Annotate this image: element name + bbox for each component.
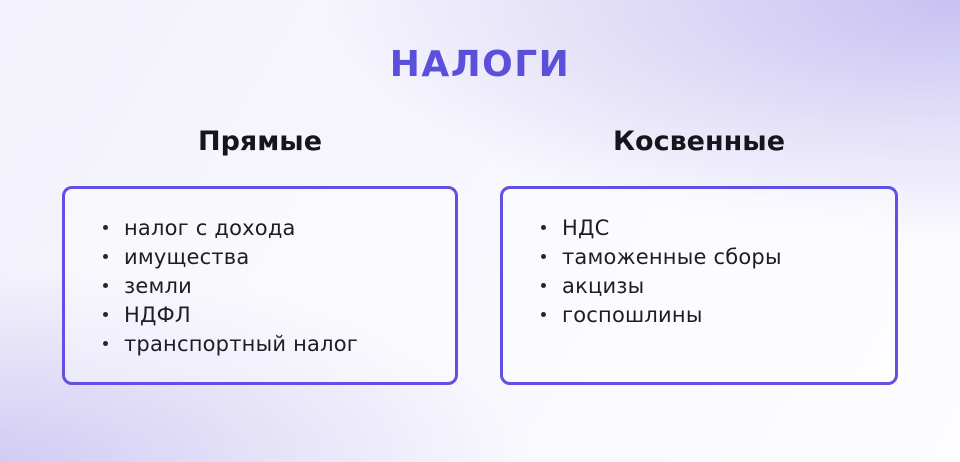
list-item — [541, 213, 879, 242]
list-item — [103, 213, 439, 242]
list-item — [541, 242, 879, 271]
list-item — [541, 300, 879, 329]
indirect-taxes-box — [500, 186, 898, 385]
list-item — [103, 242, 439, 271]
list-item-label: акцизы — [562, 273, 645, 298]
bullet-icon — [103, 225, 108, 230]
direct-taxes-heading: Прямые — [197, 126, 323, 157]
direct-taxes-list — [65, 189, 455, 358]
bullet-icon — [103, 341, 108, 346]
list-item-label: таможенные сборы — [562, 244, 782, 269]
bullet-icon — [103, 312, 108, 317]
list-item — [541, 271, 879, 300]
bullet-icon — [541, 283, 546, 288]
direct-taxes-box — [62, 186, 458, 385]
bullet-icon — [541, 312, 546, 317]
list-item-label: госпошлины — [562, 302, 703, 327]
list-item-label: налог с дохода — [124, 215, 296, 240]
bullet-icon — [103, 283, 108, 288]
list-item-label: НДФЛ — [124, 302, 191, 327]
indirect-taxes-heading: Косвенные — [612, 126, 786, 157]
list-item — [103, 329, 439, 358]
bullet-icon — [103, 254, 108, 259]
list-item — [103, 271, 439, 300]
list-item — [103, 300, 439, 329]
bullet-icon — [541, 225, 546, 230]
list-item-label: имущества — [124, 244, 250, 269]
bullet-icon — [541, 254, 546, 259]
list-item-label: НДС — [562, 215, 610, 240]
indirect-taxes-list — [503, 189, 895, 329]
list-item-label: земли — [124, 273, 192, 298]
list-item-label: транспортный налог — [124, 331, 358, 356]
page-title: НАЛОГИ — [389, 44, 571, 85]
